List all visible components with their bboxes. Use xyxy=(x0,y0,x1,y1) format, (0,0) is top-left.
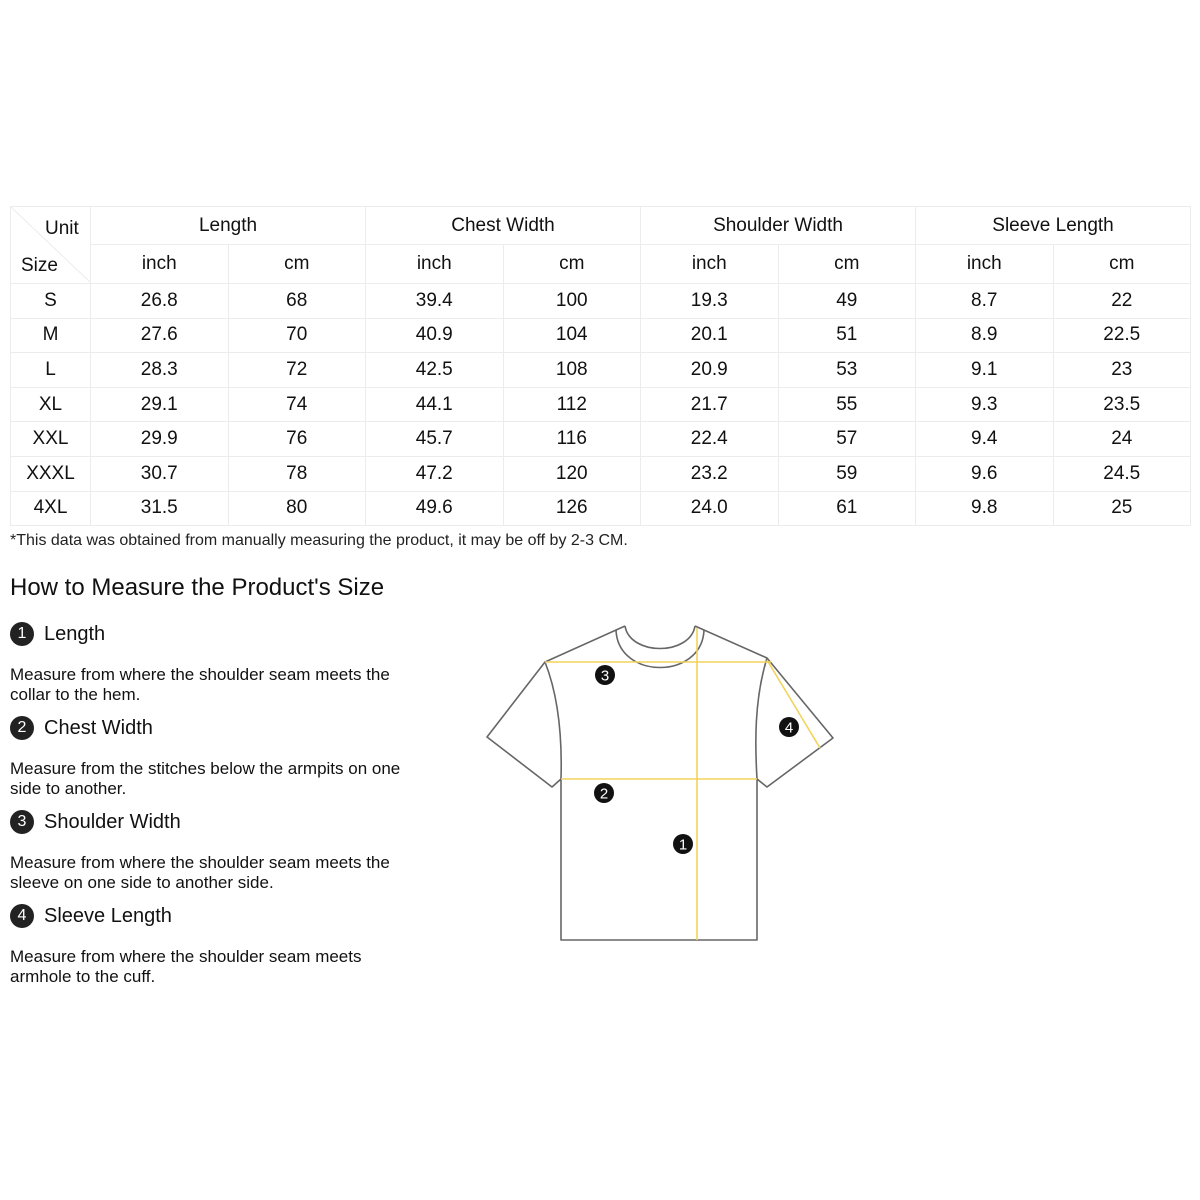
table-cell: 8.9 xyxy=(916,318,1054,353)
step-number-badge: 1 xyxy=(10,622,34,646)
table-cell: 53 xyxy=(778,353,916,388)
table-cell: 9.8 xyxy=(916,491,1054,526)
table-cell: 49 xyxy=(778,284,916,319)
header-length: Length xyxy=(91,207,366,245)
guide-step-chest-width xyxy=(10,715,430,799)
size-cell: XXXL xyxy=(11,456,91,491)
table-cell: 26.8 xyxy=(91,284,229,319)
unit-inch: inch xyxy=(91,245,229,284)
step-name: Shoulder Width xyxy=(44,810,181,833)
table-cell: 55 xyxy=(778,387,916,422)
table-cell: 74 xyxy=(228,387,366,422)
svg-text:3: 3 xyxy=(600,667,610,685)
tshirt-outline-icon xyxy=(487,626,833,940)
table-cell: 21.7 xyxy=(641,387,779,422)
table-cell: 51 xyxy=(778,318,916,353)
guide-title: How to Measure the Product's Size xyxy=(10,574,385,601)
header-chest-width: Chest Width xyxy=(366,207,641,245)
table-cell: 126 xyxy=(503,491,641,526)
marker-4 xyxy=(779,717,799,737)
table-cell: 49.6 xyxy=(366,491,504,526)
table-cell: 59 xyxy=(778,456,916,491)
table-row xyxy=(11,456,1191,491)
table-cell: 112 xyxy=(503,387,641,422)
table-cell: 76 xyxy=(228,422,366,457)
unit-label: Unit xyxy=(45,218,79,239)
table-cell: 44.1 xyxy=(366,387,504,422)
table-cell: 23.2 xyxy=(641,456,779,491)
unit-cm: cm xyxy=(228,245,366,284)
table-cell: 31.5 xyxy=(91,491,229,526)
header-sleeve-length: Sleeve Length xyxy=(916,207,1191,245)
table-corner-cell xyxy=(11,207,91,284)
size-cell: S xyxy=(11,284,91,319)
table-cell: 8.7 xyxy=(916,284,1054,319)
size-chart xyxy=(10,206,1190,526)
table-cell: 9.1 xyxy=(916,353,1054,388)
unit-cm: cm xyxy=(503,245,641,284)
table-cell: 23.5 xyxy=(1053,387,1191,422)
step-description: Measure from where the shoulder seam meets the sleeve on one side to another side. xyxy=(10,853,390,892)
svg-text:2: 2 xyxy=(599,785,609,803)
table-cell: 61 xyxy=(778,491,916,526)
table-cell: 104 xyxy=(503,318,641,353)
table-cell: 22 xyxy=(1053,284,1191,319)
table-row xyxy=(11,422,1191,457)
table-cell: 20.9 xyxy=(641,353,779,388)
table-cell: 9.6 xyxy=(916,456,1054,491)
svg-text:1: 1 xyxy=(678,836,688,854)
marker-1 xyxy=(673,834,693,854)
table-cell: 100 xyxy=(503,284,641,319)
table-cell: 108 xyxy=(503,353,641,388)
size-cell: M xyxy=(11,318,91,353)
table-cell: 23 xyxy=(1053,353,1191,388)
table-cell: 29.1 xyxy=(91,387,229,422)
table-cell: 29.9 xyxy=(91,422,229,457)
size-cell: XXL xyxy=(11,422,91,457)
size-cell: 4XL xyxy=(11,491,91,526)
step-name: Sleeve Length xyxy=(44,904,172,927)
measurement-note: *This data was obtained from manually measuring the product, it may be off by 2-3 CM. xyxy=(10,532,628,549)
table-cell: 22.4 xyxy=(641,422,779,457)
table-cell: 22.5 xyxy=(1053,318,1191,353)
step-number-badge: 2 xyxy=(10,716,34,740)
table-cell: 70 xyxy=(228,318,366,353)
unit-cm: cm xyxy=(778,245,916,284)
size-cell: L xyxy=(11,353,91,388)
svg-text:4: 4 xyxy=(784,719,794,737)
table-row xyxy=(11,284,1191,319)
table-cell: 9.3 xyxy=(916,387,1054,422)
table-cell: 57 xyxy=(778,422,916,457)
table-cell: 80 xyxy=(228,491,366,526)
step-description: Measure from where the shoulder seam meets armhole to the cuff. xyxy=(10,947,362,986)
table-cell: 68 xyxy=(228,284,366,319)
step-number-badge: 3 xyxy=(10,810,34,834)
unit-cm: cm xyxy=(1053,245,1191,284)
unit-inch: inch xyxy=(366,245,504,284)
guide-step-shoulder-width xyxy=(10,809,430,893)
unit-inch: inch xyxy=(641,245,779,284)
step-description: Measure from where the shoulder seam meets the collar to the hem. xyxy=(10,665,390,704)
table-cell: 24 xyxy=(1053,422,1191,457)
table-cell: 24.0 xyxy=(641,491,779,526)
table-cell: 28.3 xyxy=(91,353,229,388)
step-number-badge: 4 xyxy=(10,904,34,928)
step-description: Measure from the stitches below the armpits on one side to another. xyxy=(10,759,401,798)
measurement-lines xyxy=(545,628,820,940)
table-cell: 25 xyxy=(1053,491,1191,526)
step-name: Length xyxy=(44,622,106,645)
table-cell: 47.2 xyxy=(366,456,504,491)
guide-step-length xyxy=(10,621,430,705)
table-cell: 24.5 xyxy=(1053,456,1191,491)
size-table xyxy=(10,206,1191,526)
table-cell: 27.6 xyxy=(91,318,229,353)
tshirt-measurement-diagram xyxy=(480,590,850,950)
step-name: Chest Width xyxy=(44,716,153,739)
table-cell: 42.5 xyxy=(366,353,504,388)
table-cell: 39.4 xyxy=(366,284,504,319)
marker-2 xyxy=(594,783,614,803)
table-cell: 45.7 xyxy=(366,422,504,457)
size-cell: XL xyxy=(11,387,91,422)
table-cell: 78 xyxy=(228,456,366,491)
guide-step-sleeve-length xyxy=(10,903,430,987)
unit-inch: inch xyxy=(916,245,1054,284)
table-row xyxy=(11,353,1191,388)
table-row xyxy=(11,318,1191,353)
table-row xyxy=(11,387,1191,422)
table-row xyxy=(11,491,1191,526)
marker-3 xyxy=(595,665,615,685)
table-cell: 20.1 xyxy=(641,318,779,353)
table-cell: 72 xyxy=(228,353,366,388)
size-label: Size xyxy=(21,255,58,276)
table-cell: 9.4 xyxy=(916,422,1054,457)
table-cell: 120 xyxy=(503,456,641,491)
table-cell: 40.9 xyxy=(366,318,504,353)
table-cell: 116 xyxy=(503,422,641,457)
table-cell: 19.3 xyxy=(641,284,779,319)
table-cell: 30.7 xyxy=(91,456,229,491)
header-shoulder-width: Shoulder Width xyxy=(641,207,916,245)
